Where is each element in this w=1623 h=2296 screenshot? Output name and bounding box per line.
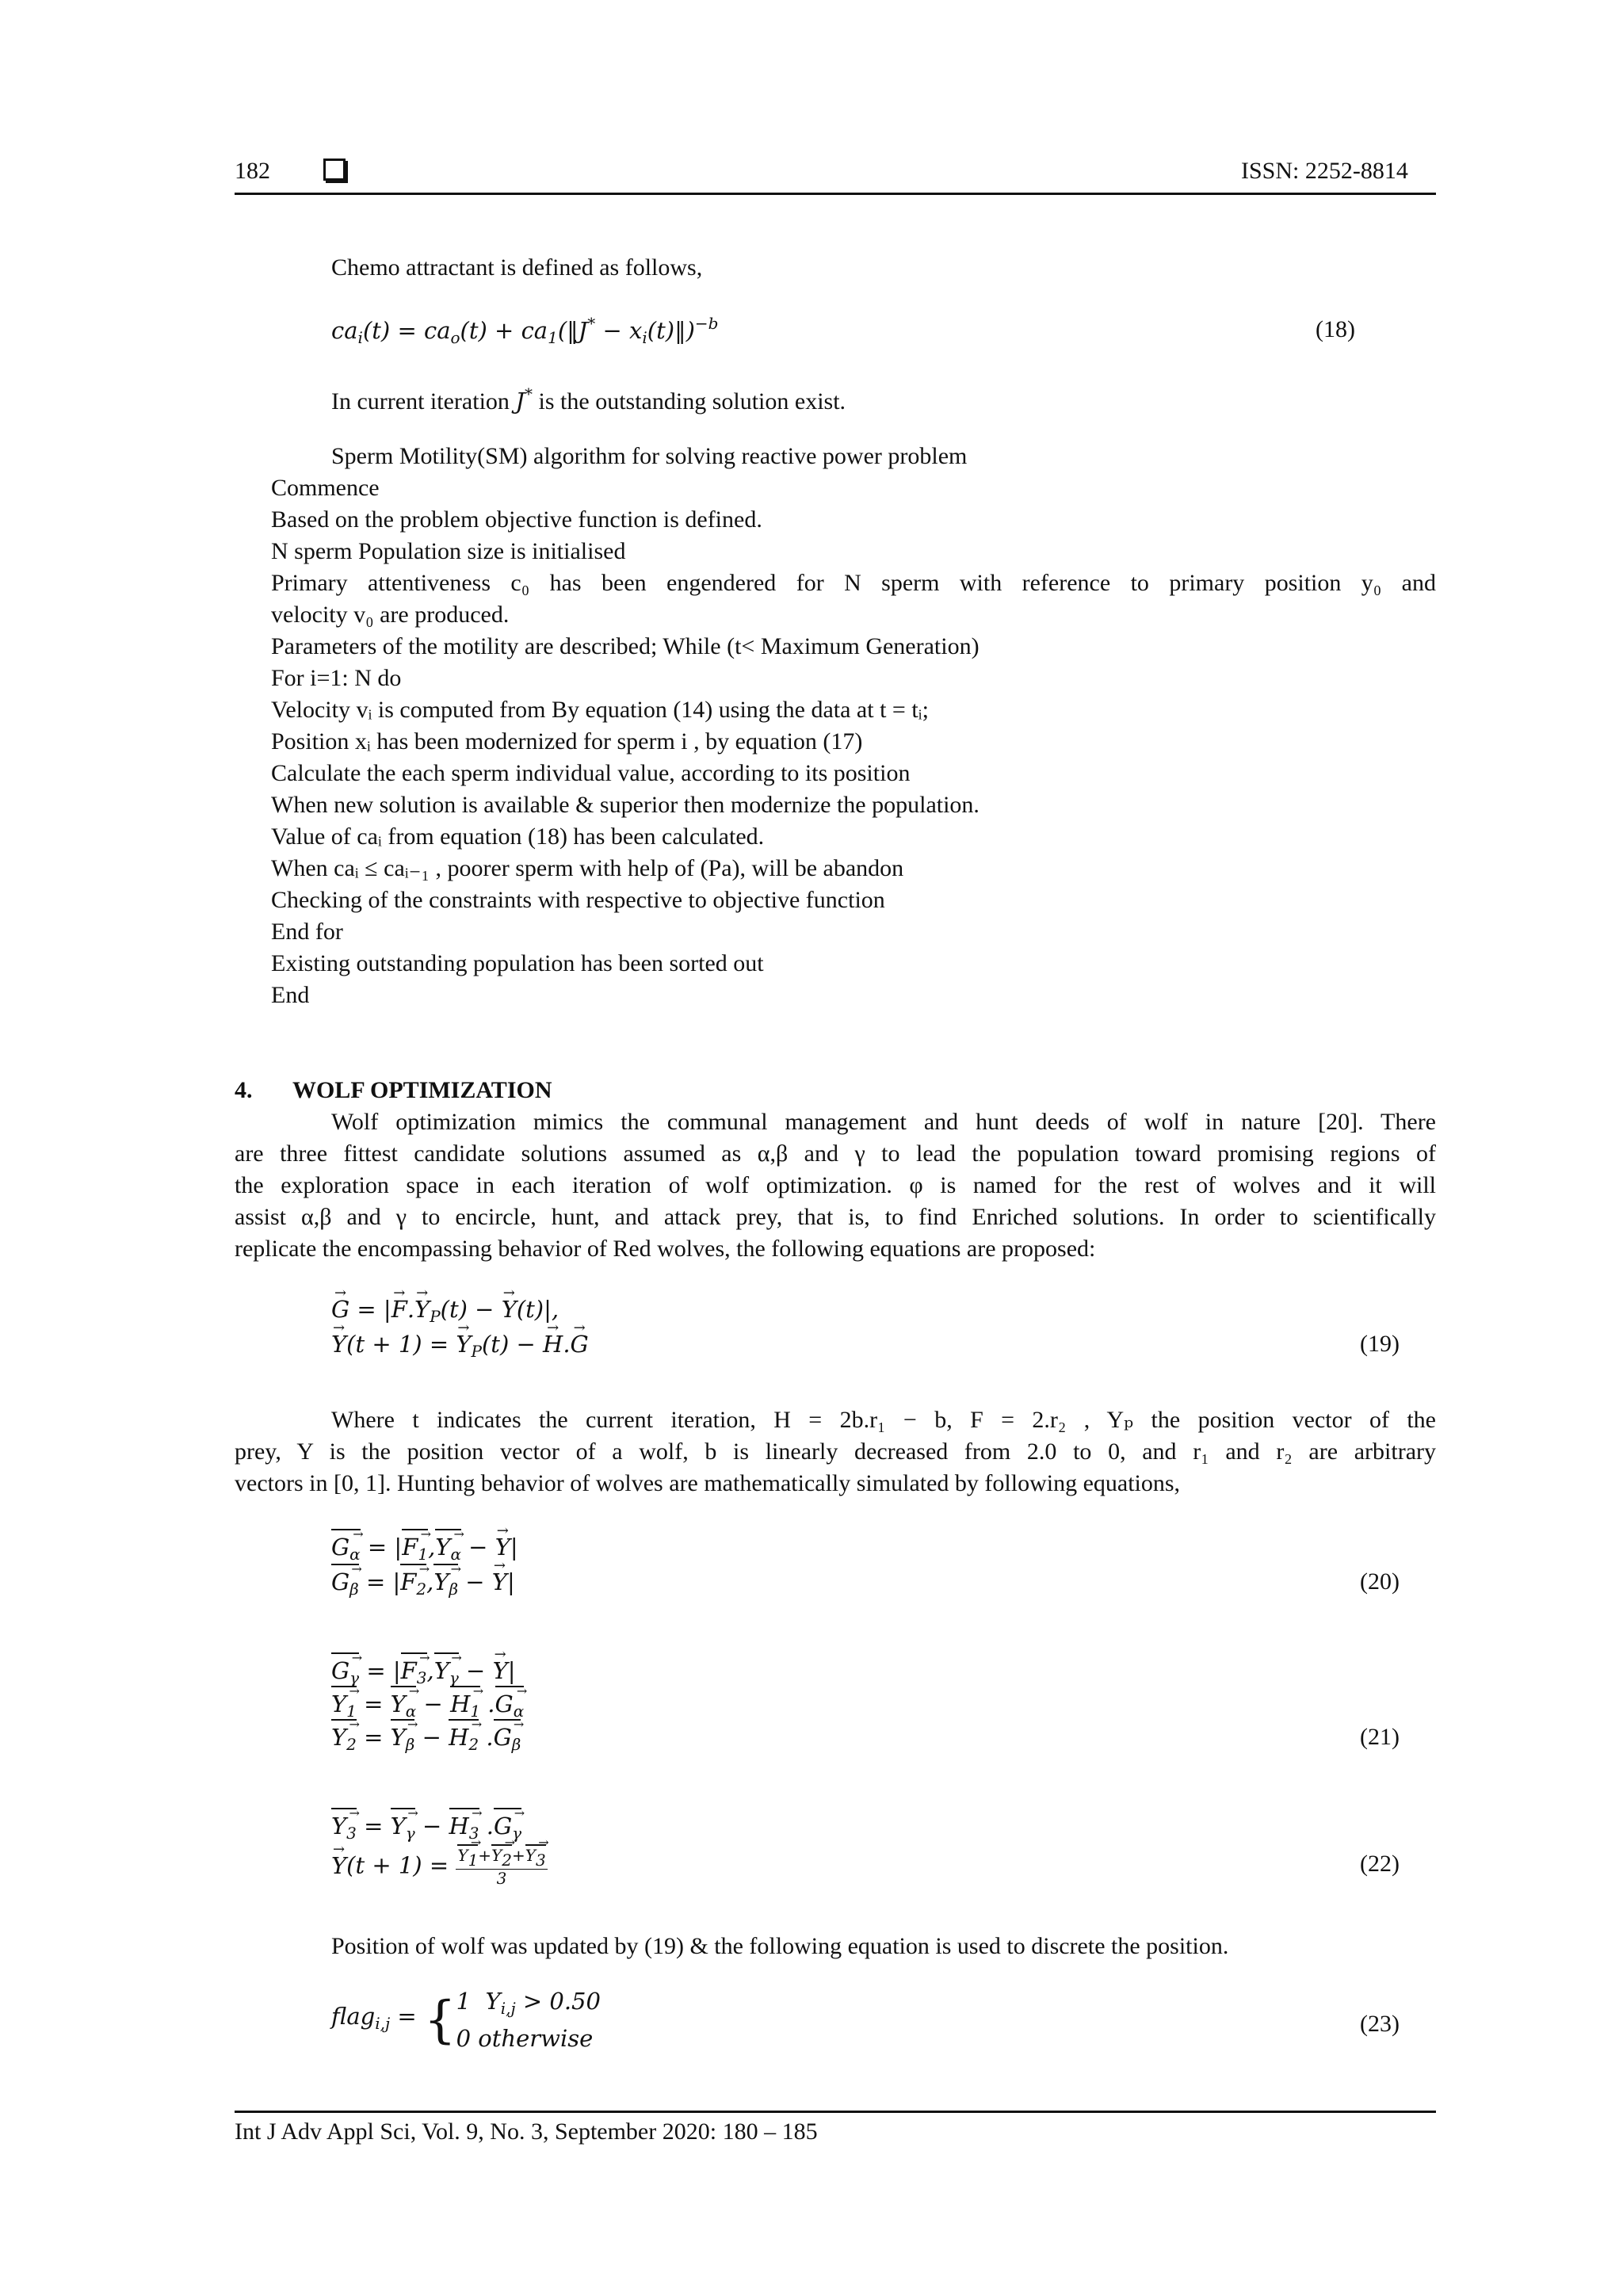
paragraph-line: assist α,β and γ to encircle, hunt, and attack prey, that is, to find Enriched solutions. In order to scientifically [235, 1204, 1436, 1230]
journal-issn: ISSN: 2252-8814 [1241, 158, 1408, 184]
algorithm-step: Calculate the each sperm individual value, according to its position [271, 760, 911, 786]
algorithm-step: Parameters of the motility are described; While (t< Maximum Generation) [271, 633, 980, 659]
equation-20-number: (20) [1360, 1568, 1400, 1595]
paragraph-line: Wolf optimization mimics the communal management and hunt deeds of wolf in nature [20]. There [331, 1109, 1436, 1135]
equation-19-line-2: → Y(t + 1) = → $Y_P(t)$ − → H.→ G [331, 1328, 589, 1367]
algorithm-step: When new solution is available & superior then modernize the population. [271, 792, 980, 818]
algorithm-step: Based on the problem objective function is defined. [271, 506, 762, 533]
algorithm-step: End [271, 982, 310, 1008]
section-title: WOLF OPTIMIZATION [292, 1077, 552, 1103]
paragraph-line: replicate the encompassing behavior of Red wolves, the following equations are proposed: [235, 1236, 1096, 1262]
algorithm-step: End for [271, 919, 343, 945]
position-update-text: Position of wolf was updated by (19) & the following equation is used to discrete the position. [331, 1933, 1229, 1959]
current-iteration-text: In current iteration J* is the outstanding solution exist. [331, 384, 846, 415]
algorithm-step: Commence [271, 475, 380, 501]
equation-20 [331, 1531, 1400, 1603]
equation-23-number: (23) [1360, 2011, 1400, 2037]
equation-21-line-2: $Y_1$ → = $Y_\alpha$ → − $H_1 \to .G_\alpha$ → [331, 1688, 524, 1727]
paragraph-line: the exploration space in each iteration of wolf optimization. φ is named for the rest of wolves and it will [235, 1172, 1436, 1198]
algorithm-step: N sperm Population size is initialised [271, 538, 626, 564]
algorithm-title: Sperm Motility(SM) algorithm for solving reactive power problem [331, 443, 968, 469]
algorithm-step: For i=1: N do [271, 665, 402, 691]
equation-21-line-3: $Y_2$ → = $Y_\beta$ → − $H_2 \to .G_\beta$ → [331, 1721, 521, 1760]
algorithm-step: Value of caᵢ from equation (18) has been calculated. [271, 823, 765, 850]
where-paragraph [235, 1404, 1436, 1499]
section-number: 4. [235, 1077, 253, 1103]
algorithm-step: Primary attentiveness c₀ has been engendered for N sperm with reference to primary position y₀ and [271, 570, 1436, 596]
equation-23 [331, 1986, 1400, 2057]
equation-21-number: (21) [1360, 1724, 1400, 1750]
equation-21-line-1: $G_\gamma$ → = $|F_3 \to,Y_\gamma$ → − → Y| [331, 1655, 516, 1694]
equation-18-formula: $ca_i(t) = ca_o(t)$ + $ca_1(‖J^*$ − $x_i(t)‖)^{-b}$ [331, 314, 719, 347]
algorithm-step: When caᵢ ≤ caᵢ₋₁ , poorer sperm with help of (Pa), will be abandon [271, 855, 904, 881]
section-paragraph [235, 1106, 1436, 1265]
equation-22-number: (22) [1360, 1851, 1400, 1877]
where-line: Where t indicates the current iteration, H = 2b.r₁ − b, F = 2.r₂ , Yₚ the position vector of the [331, 1407, 1436, 1433]
footer-rule [235, 2111, 1436, 2113]
where-line: vectors in [0, 1]. Hunting behavior of wolves are mathematically simulated by following equations, [235, 1470, 1181, 1496]
chemo-intro-text: Chemo attractant is defined as follows, [331, 254, 703, 281]
equation-22-line-2: → Y(t + 1) = $\frac{Y_1 \to+Y_2 \to+Y_3 \to}{3}$ [331, 1847, 548, 1887]
equation-21 [331, 1655, 1400, 1758]
equation-19-number: (19) [1360, 1331, 1400, 1357]
algorithm-step: Velocity vᵢ is computed from By equation (14) using the data at t = tᵢ; [271, 697, 929, 723]
algorithm-steps [271, 472, 1436, 1011]
equation-20-line-2: $G_\beta$ → = $|F_2 \to,Y_\beta$ → − → Y| [331, 1566, 515, 1605]
equation-22-line-1: $Y_3$ → = $Y_\gamma$ → − $H_3 \to .G_\gamma$ → [331, 1810, 521, 1849]
algorithm-step: Existing outstanding population has been sorted out [271, 950, 764, 976]
section-heading [235, 1075, 552, 1106]
algorithm-step: Position xᵢ has been modernized for sperm i , by equation (17) [271, 728, 863, 755]
where-line: prey, Y is the position vector of a wolf, b is linearly decreased from 2.0 to 0, and r₁ and r₂ are arbitrary [235, 1438, 1436, 1465]
equation-23-formula: flag$_{i,j}$ = { 1 $Y_{i,j} > 0.50$ 0 otherwise [331, 1988, 601, 2052]
equation-20-line-1: $G_\alpha$ → = $|F_1 \to,Y_\alpha$ → − → Y| [331, 1531, 518, 1570]
equation-22 [331, 1810, 1400, 1889]
header-rule [235, 193, 1436, 195]
algorithm-step: velocity v₀ are produced. [271, 602, 510, 628]
equation-19-line-1: → G = |→ $F.\to Y_P(t)$ − → Y(t)|, [331, 1293, 559, 1332]
algorithm-step: Checking of the constraints with respective to objective function [271, 887, 885, 913]
equation-18 [331, 314, 1355, 349]
square-bullet-icon [323, 159, 346, 181]
paragraph-line: are three fittest candidate solutions assumed as α,β and γ to lead the population toward promising regions of [235, 1140, 1436, 1167]
footer-citation: Int J Adv Appl Sci, Vol. 9, No. 3, September 2020: 180 – 185 [235, 2118, 818, 2145]
equation-18-number: (18) [1316, 316, 1355, 342]
page-number: 182 [235, 158, 270, 184]
equation-19 [331, 1293, 1400, 1365]
